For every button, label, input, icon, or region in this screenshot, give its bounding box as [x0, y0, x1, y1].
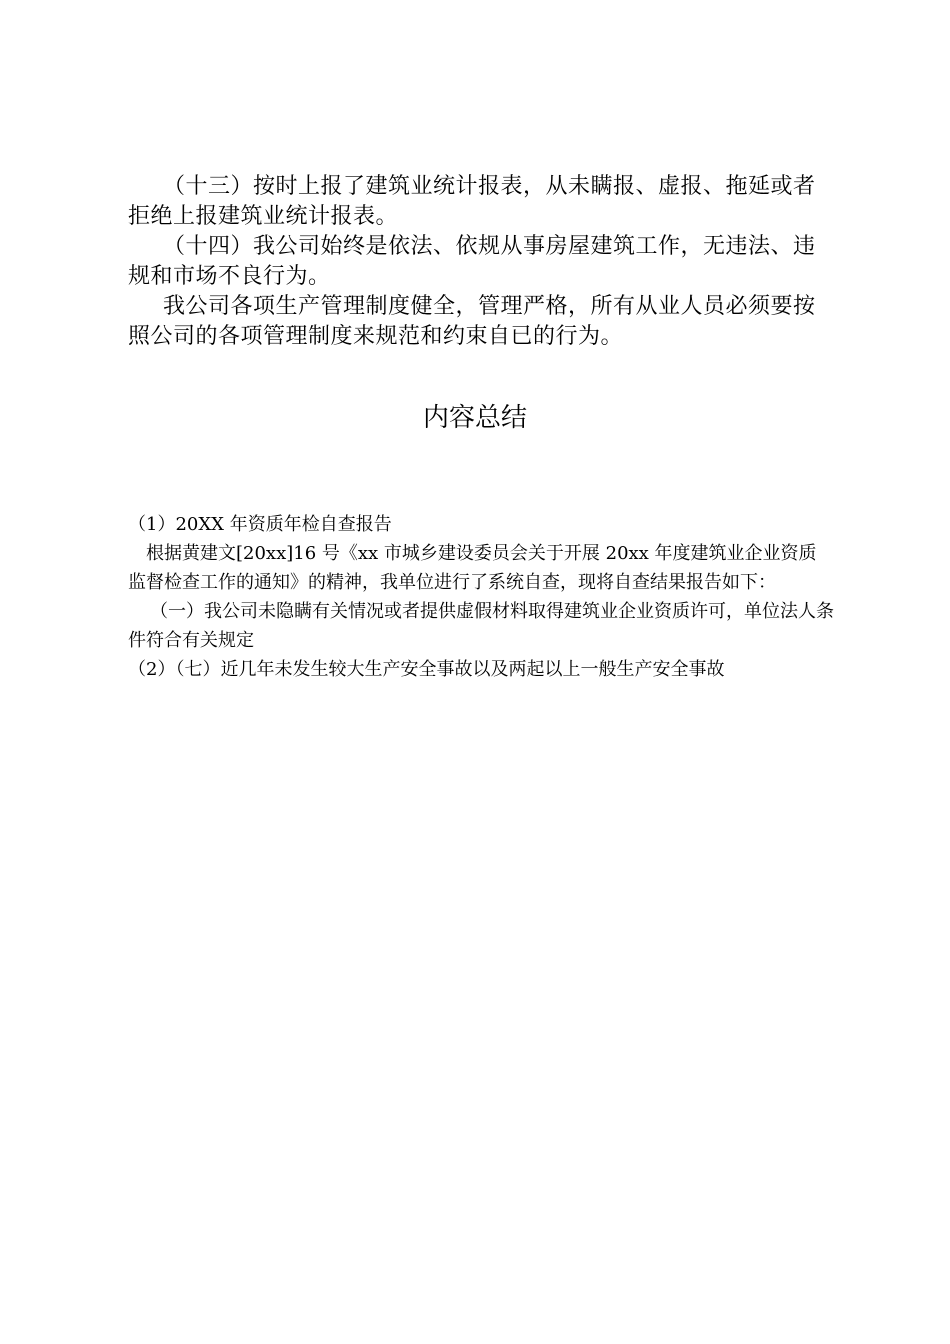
paragraph-management: 我公司各项生产管理制度健全，管理严格，所有从业人员必须要按照公司的各项管理制度来规范和约束自已的行为。: [128, 294, 816, 349]
summary-section: [128, 510, 834, 684]
paragraph-item-14: （十四）我公司始终是依法、依规从事房屋建筑工作，无违法、违规和市场不良行为。: [128, 234, 816, 289]
paragraph-item-13: （十三）按时上报了建筑业统计报表，从未瞒报、虚报、拖延或者拒绝上报建筑业统计报表。: [128, 174, 816, 229]
body-text: [128, 172, 828, 352]
summary-item1-intro: 根据黄建文[20xx]16 号《xx 市城乡建设委员会关于开展 20xx 年度建筑业企业资质监督检查工作的通知》的精神，我单位进行了系统自查，现将自查结果报告如下：: [128, 543, 817, 593]
summary-item1-point: （一）我公司未隐瞒有关情况或者提供虚假材料取得建筑业企业资质许可，单位法人条件符合有关规定: [128, 601, 834, 651]
summary-title: 内容总结: [422, 403, 527, 433]
summary-item2: （2）（七）近几年未发生较大生产安全事故以及两起以上一般生产安全事故: [128, 659, 725, 680]
summary-item1-heading: （1）20XX 年资质年检自查报告: [128, 514, 392, 535]
